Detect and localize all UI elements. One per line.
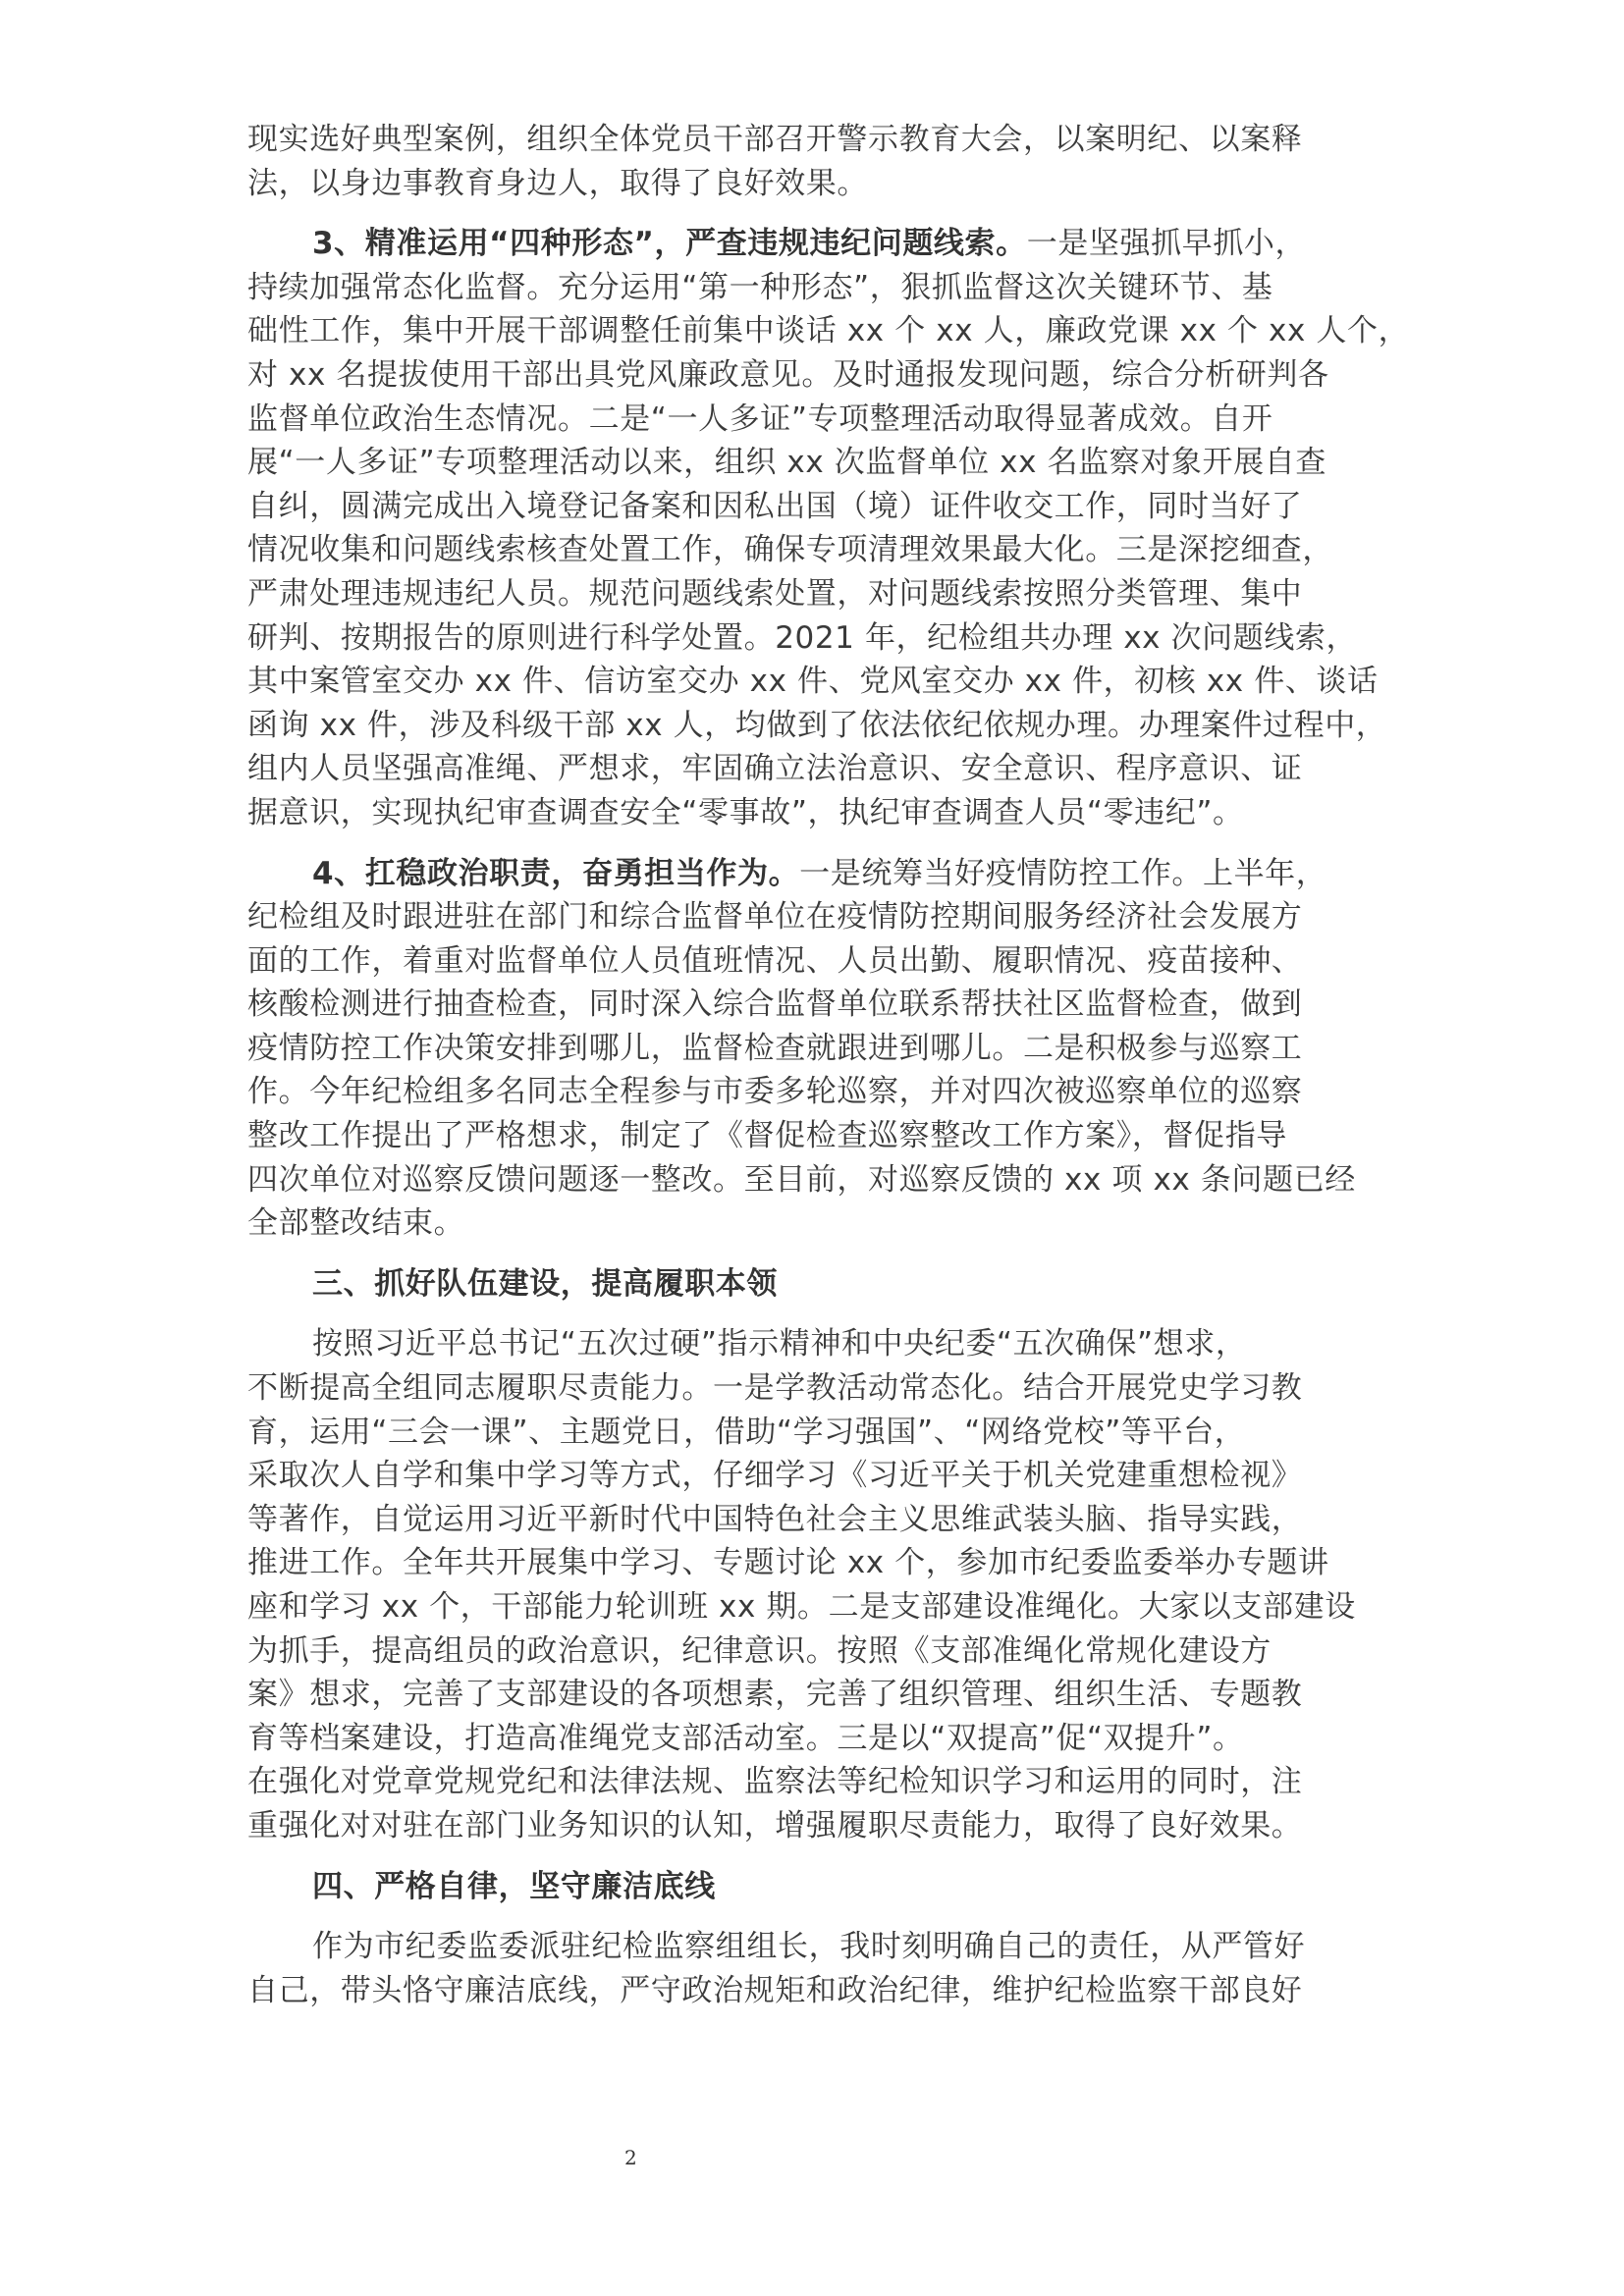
text-line: 整改工作提出了严格想求，制定了《督促检查巡察整改工作方案》，督促指导 <box>247 1118 1287 1154</box>
section-heading-text: 四、严格自律，坚守廉洁底线 <box>312 1868 716 1904</box>
text-line: 作为市纪委监委派驻纪检监察组组长，我时刻明确自己的责任，从严管好 <box>312 1929 1306 1965</box>
text-line: 座和学习 xx 个，干部能力轮训班 xx 期。二是支部建设准绳化。大家以支部建设 <box>247 1589 1356 1625</box>
text-line: 自己，带头恪守廉洁底线，严守政治规矩和政治纪律，维护纪检监察干部良好 <box>247 1972 1303 2008</box>
text-line: 函询 xx 件，涉及科级干部 xx 人，均做到了依法依纪依规办理。办理案件过程中， <box>247 707 1387 743</box>
text-line: 其中案管室交办 xx 件、信访室交办 xx 件、党风室交办 xx 件，初核 xx 件、谈话 <box>247 664 1379 700</box>
text-line: 全部整改结束。 <box>247 1205 465 1242</box>
page-number: 2 <box>624 2146 637 2169</box>
paragraph-continuation <box>247 118 1406 205</box>
text-line <box>247 852 1406 896</box>
paragraph-item-4 <box>247 852 1406 1246</box>
item-lead-heading: 3、精准运用“四种形态”，严查违规违纪问题线索。 <box>312 226 1027 262</box>
text-line: 研判、按期报告的原则进行科学处置。2021 年，纪检组共办理 xx 次问题线索， <box>247 619 1358 656</box>
text-line: 组内人员坚强高准绳、严想求，牢固确立法治意识、安全意识、程序意识、证 <box>247 751 1303 787</box>
text-line: 现实选好典型案例，组织全体党员干部召开警示教育大会，以案明纪、以案释 <box>247 122 1303 157</box>
section-heading-3 <box>247 1262 1406 1307</box>
item-first-line-text: 一是统筹当好疫情防控工作。上半年， <box>799 855 1327 891</box>
text-line: 疫情防控工作决策安排到哪儿，监督检查就跟进到哪儿。二是积极参与巡察工 <box>247 1030 1303 1066</box>
paragraph-section-4-body <box>247 1925 1406 2012</box>
text-line: 四次单位对巡察反馈问题逐一整改。至目前，对巡察反馈的 xx 项 xx 条问题已经 <box>247 1161 1356 1198</box>
text-line: 作。今年纪检组多名同志全程参与市委多轮巡察，并对四次被巡察单位的巡察 <box>247 1074 1303 1110</box>
text-line: 持续加强常态化监督。充分运用“第一种形态”，狠抓监督这次关键环节、基 <box>247 269 1273 305</box>
text-line: 对 xx 名提拔使用干部出具党风廉政意见。及时通报发现问题，综合分析研判各 <box>247 356 1329 393</box>
item-lead-heading: 4、扛稳政治职责，奋勇担当作为。 <box>312 855 800 891</box>
text-line: 不断提高全组同志履职尽责能力。一是学教活动常态化。结合开展党史学习教 <box>247 1370 1303 1407</box>
text-line: 采取次人自学和集中学习等方式，仔细学习《习近平关于机关党建重想检视》 <box>247 1458 1303 1494</box>
text-line: 面的工作，着重对监督单位人员值班情况、人员出勤、履职情况、疫苗接种、 <box>247 942 1303 979</box>
text-line: 推进工作。全年共开展集中学习、专题讨论 xx 个，参加市纪委监委举办专题讲 <box>247 1545 1329 1581</box>
text-line: 核酸检测进行抽查检查，同时深入综合监督单位联系帮扶社区监督检查，做到 <box>247 987 1303 1023</box>
text-line: 育，运用“三会一课”、主题党日，借助“学习强国”、“网络党校”等平台， <box>247 1414 1246 1450</box>
text-line: 纪检组及时跟进驻在部门和综合监督单位在疫情防控期间服务经济社会发展方 <box>247 899 1303 935</box>
section-heading-4 <box>247 1865 1406 1909</box>
text-line: 展“一人多证”专项整理活动以来，组织 xx 次监督单位 xx 名监察对象开展自查 <box>247 445 1326 481</box>
text-line: 法，以身边事教育身边人，取得了良好效果。 <box>247 165 868 201</box>
text-line: 自纠，圆满完成出入境登记备案和因私出国（境）证件收交工作，同时当好了 <box>247 488 1303 524</box>
text-line: 严肃处理违规违纪人员。规范问题线索处置，对问题线索按照分类管理、集中 <box>247 575 1303 612</box>
text-line <box>247 222 1406 266</box>
text-line: 等著作，自觉运用习近平新时代中国特色社会主义思维武装头脑、指导实践， <box>247 1501 1303 1537</box>
section-heading-text: 三、抓好队伍建设，提高履职本领 <box>312 1265 778 1302</box>
document-page <box>247 118 1410 2029</box>
text-line: 育等档案建设，打造高准绳党支部活动室。三是以“双提高”促“双提升”。 <box>247 1720 1244 1756</box>
text-line: 重强化对对驻在部门业务知识的认知，增强履职尽责能力，取得了良好效果。 <box>247 1807 1303 1843</box>
text-line: 案》想求，完善了支部建设的各项想素，完善了组织管理、组织生活、专题教 <box>247 1677 1303 1713</box>
text-line: 监督单位政治生态情况。二是“一人多证”专项整理活动取得显著成效。自开 <box>247 400 1273 437</box>
text-line: 础性工作，集中开展干部调整任前集中谈话 xx 个 xx 人，廉政党课 xx 个 xx 人个， <box>247 313 1410 349</box>
text-line: 据意识，实现执纪审查调查安全“零事故”，执纪审查调查人员“零违纪”。 <box>247 794 1244 830</box>
text-line: 在强化对党章党规党纪和法律法规、监察法等纪检知识学习和运用的同时，注 <box>247 1764 1303 1800</box>
text-line: 为抓手，提高组员的政治意识，纪律意识。按照《支部准绳化常规化建设方 <box>247 1632 1272 1669</box>
text-line: 情况收集和问题线索核查处置工作，确保专项清理效果最大化。三是深挖细查， <box>247 532 1333 568</box>
paragraph-item-3 <box>247 222 1410 834</box>
paragraph-section-3-body <box>247 1322 1406 1847</box>
item-first-line-text: 一是坚强抓早抓小， <box>1026 226 1307 262</box>
text-line: 按照习近平总书记“五次过硬”指示精神和中央纪委“五次确保”想求， <box>312 1326 1247 1362</box>
